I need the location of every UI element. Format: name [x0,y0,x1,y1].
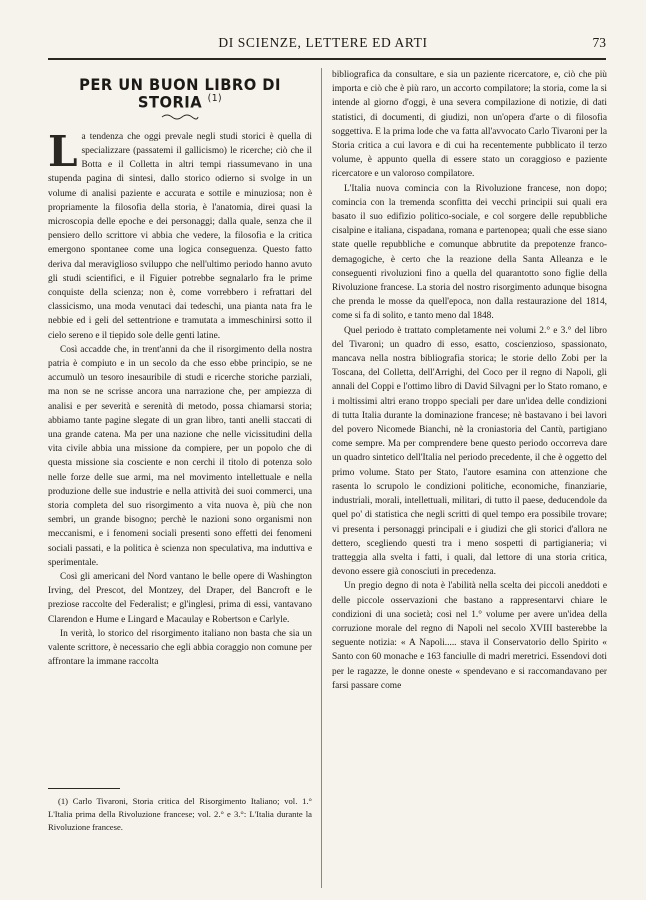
running-header [40,35,606,55]
footnote-text: (1) Carlo Tivaroni, Storia critica del Risorgimento Italiano; vol. 1.° L'Italia prima della Rivoluzione francese; vol. 2.° e 3.°: L'Italia durante la Rivoluzione francese. [48,796,312,832]
header-rule [48,58,606,60]
article-title [59,75,302,112]
title-ornament [48,112,312,122]
journal-title: DI SCIENZE, LETTERE ED ARTI [218,35,428,50]
paragraph-7: Quel periodo è trattato completamente nei volumi 2.° e 3.° del libro del Tivaroni; un quadro di esso, esatto, coscienzioso, spassionato, mancava nella nostra bibliografia storica; le storie dello Zobi per la Toscana, del Colletta, dell'Arrighi, del Coco per il regno di Napoli, gli annali del Coppi e l'ottimo libro di David Silvagni per lo Stato romano, e i moltissimi altri erano troppo speciali per dare un'idea delle condizioni di tutta Italia durante la dominazione francese; nè bastavano i bei lavori del povero Nicomede Bianchi, nè la croniastoria del Cantù, partigiano come sempre. Ma per comprendere bene questo periodo occorreva dare un quadro sintetico dell'Italia nel periodo precedente, il che è oggetto del primo volume. Stato per Stato, l'autore esamina con attenzione che rasenta lo scrupolo le condizioni politiche, economiche, finanziarie, industriali, morali, intellettuali, militari, di tutto il paese, deducendole da quel po' di statistica che negli scritti di quel tempo era possibile trovare; vi presenta i personaggi principali e i giudizi che gli storici d'allora ne dettero, scegliendo questi tra i meno sospetti di partigianeria; vi tratteggia alla svelta i fatti, i quali, dal lettore di una storia critica, devono essere già conosciuti in precedenza. [332,325,607,578]
paragraph-3: Così gli americani del Nord vantano le belle opere di Washington Irving, del Prescot, del Montzey, del Draper, del Bancroft e le preziose raccolte del Federalist; e gl'inglesi, prima di essi, vantavano Clarendon e Hume e Lingard e Macaulay e Robertson e Carlyle. [48,572,312,625]
footnote-rule [48,788,120,789]
column-divider [321,68,322,888]
paragraph-2: Così accadde che, in trent'anni da che il risorgimento della nostra patria è compiuto e in un secolo da che esso ebbe principio, se ne accumulò un tesoro inesauribile di studi e ricerche storiche parziali, ma non se ne scrisse ancora una narrazione che, per ampiezza di analisi e per severità e serenità di metodo, possa chiamarsi storia; abbiamo tante pagine slegate di un gran libro, tanti anelli staccati di una grande catena. Ma per una nazione che nelle vicissitudini della vita civile abbia una missione da compiere, per un popolo che di questa missione sia cosciente e non cerchi il titolo di potenza solo nelle forze delle sue armi, ma nel movimento intellettuale e nella produzione delle sue industrie e nella attività dei suoi commerci, una storia completa del suo risorgimento a vita nuova è, più che non sembri, un grande bisogno; perchè le nazioni sono organismi non meccanismi, e i fenomeni sociali presenti sono effetti dei fenomeni sociali passati, e la politica è scienza non speculativa, ma induttiva e sperimentale. [48,344,312,568]
wave-ornament-icon [160,112,200,122]
paragraph-1-text: a tendenza che oggi prevale negli studi storici è quella di specializzare (passatemi il gallicismo) le ricerche; ciò che il Botta e il Colletta in altri tempi riassumevano in una stupenda pagina di sintesi, dallo storico odierno si svolge in un volume di analisi paziente e accurata e sottile e minuziosa; non è propriamente la filosofia della storia, è l'anatomia, direi quasi la microscopia delle epoche e dei personaggi; dalla quale, senza che il pensiero dello scrittore vi abbia che vedere, la filosofia e la critica emergono spontanee come una logica conseguenza. Questo fatto deriva dal meraviglioso sviluppo che nell'ultimo periodo hanno avuto gli studi scientifici, e il Figuier potrebbe segnalarlo fra le prime conquiste della scienza; non è, come vorrebbero i refrattari del classicismo, una moda venutaci dai tedeschi, una pianta nata fra le nebbie ed i geli del settentrione e tramutata a immeschinirsi sotto il cielo sereno e il tiepido sole delle genti latine. [48,131,312,341]
footnote [48,795,312,834]
paragraph-1 [48,126,312,343]
drop-cap: L [48,126,78,176]
title-note-marker: (1) [207,93,223,105]
article-title-text: PER UN BUON LIBRO DI STORIA [79,75,281,112]
paragraph-6: L'Italia nuova comincia con la Rivoluzione francese, non dopo; comincia con la tremenda sconfitta dei vecchi principii sui quali era basato il suo edifizio politico-sociale, e col sorgere delle repubbliche cisalpine e italiana, cispadana, romana e partenopea; quali che esse siano state quelle repubbliche e comunque abbrutite da prepotenze franco-demagogiche, è certo che la reazione della Santa Alleanza e le conseguenti rivoluzioni fino a quella del quarantotto sono figlie della Rivoluzione francese. La storia del nostro risorgimento adunque bisogna che prenda le mosse da quell'epoca, non dalla restaurazione del 1814, come si fa di solito, e tanto meno dal 1848. [332,183,607,322]
right-column [332,68,607,888]
paragraph-8: Un pregio degno di nota è l'abilità nella scelta dei piccoli aneddoti e delle piccole osservazioni che bastano a rappresentarvi chiare le condizioni di una società; così nel 1.° volume per avere un'idea della corruzione morale del regno di Napoli nel secolo XVIII basterebbe la seguente notizia: « A Napoli..... stava il Conservatorio dello Spirito « Santo con 60 monache e 163 fanciulle di madri meretrici. Essendovi doti per le ragazze, le donne oneste « spendevano e si raccomandavano per farsi passare come [332,581,607,691]
left-column [48,68,312,788]
paragraph-4: In verità, lo storico del risorgimento italiano non basta che sia un valente scrittore, è necessario che egli abbia coraggio non comune per affrontare la immane raccolta [48,628,312,668]
paragraph-5: bibliografica da consultare, e sia un paziente ricercatore, e, ciò che più importa e ciò che è più raro, un accorto compilatore; la storia, come la si intende al giorno d'oggi, è una severa compilazione di notizie, di dati statistici, di documenti, di giudizi, non un'opera d'arte o di filosofia soggettiva. E la prima lode che va fatta all'avvocato Carlo Tivaroni per la Storia critica a cui lavora e di cui ha recentemente pubblicato il terzo volume, è appunto quella di essere stato un coraggioso e paziente ricercatore e un valoroso compilatore. [332,70,607,180]
page-number: 73 [592,35,606,50]
